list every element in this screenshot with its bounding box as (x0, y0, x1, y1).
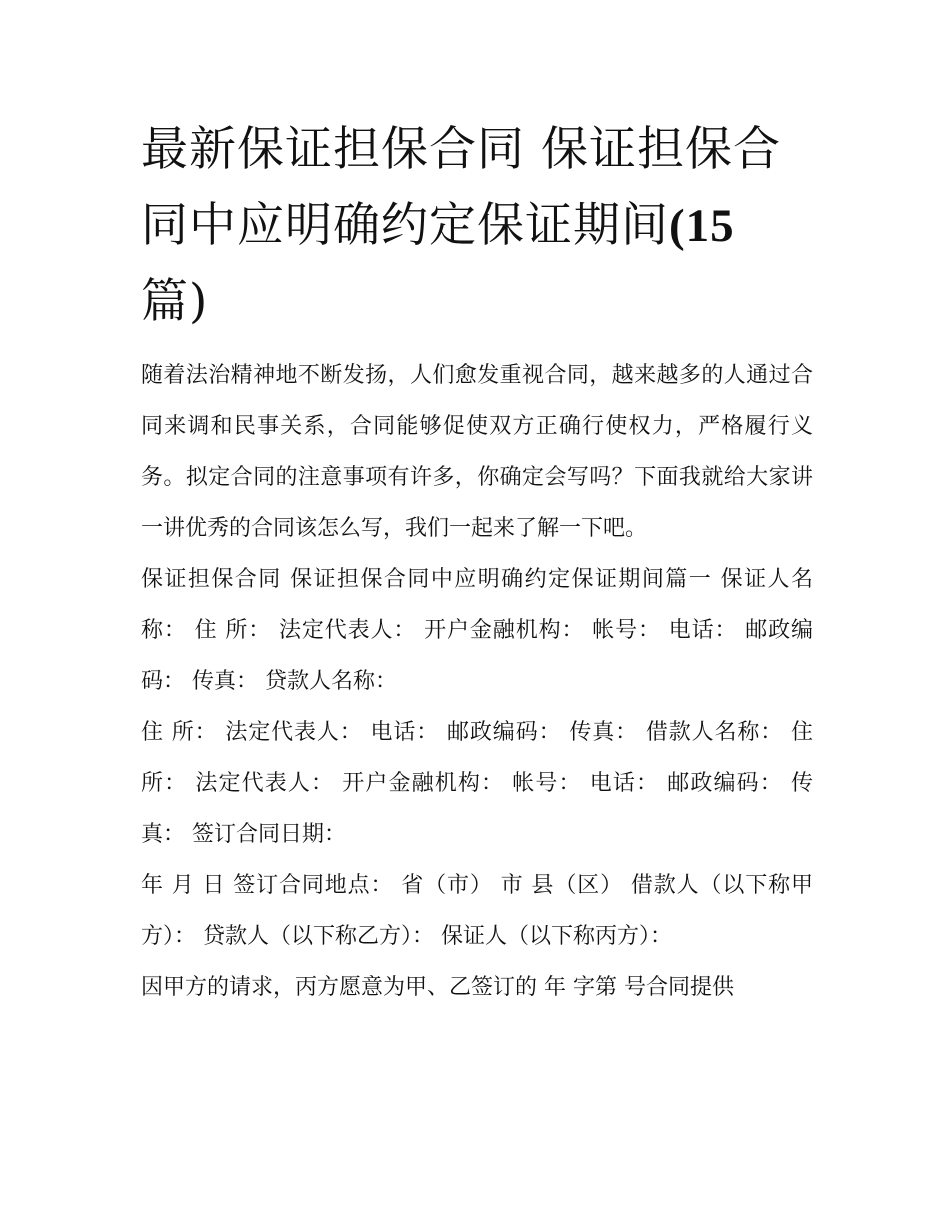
title-suffix: 篇) (141, 274, 209, 329)
contract-heading-paragraph: 保证担保合同 保证担保合同中应明确约定保证期间篇一 保证人名称： 住 所： 法定代表人： 开户金融机构： 帐号： 电话： 邮政编码： 传真： 贷款人名称： (141, 567, 813, 694)
document-title (141, 112, 813, 340)
title-text: 最新保证担保合同 保证担保合同中应明确约定保证期间 (141, 122, 781, 253)
intro-paragraph: 随着法治精神地不断发扬，人们愈发重视合同，越来越多的人通过合同来调和民事关系，合同能够促使双方正确行使权力，严格履行义务。拟定合同的注意事项有许多，你确定会写吗？下面我就给大家讲一讲优秀的合同该怎么写，我们一起来了解一下吧。 (141, 363, 813, 541)
guarantee-clause-paragraph: 因甲方的请求，丙方愿意为甲、乙签订的 年 字第 号合同提供 (141, 975, 734, 1000)
document-page (141, 112, 813, 1013)
title-count: (15 (669, 200, 735, 252)
parties-paragraph: 年 月 日 签订合同地点： 省（市） 市 县（区） 借款人（以下称甲方）： 贷款人（以下称乙方）： 保证人（以下称丙方）： (141, 873, 813, 949)
document-body (141, 350, 813, 1013)
lender-info-paragraph: 住 所： 法定代表人： 电话： 邮政编码： 传真： 借款人名称： 住 所： 法定代表人： 开户金融机构： 帐号： 电话： 邮政编码： 传真： 签订合同日期： (141, 720, 813, 847)
